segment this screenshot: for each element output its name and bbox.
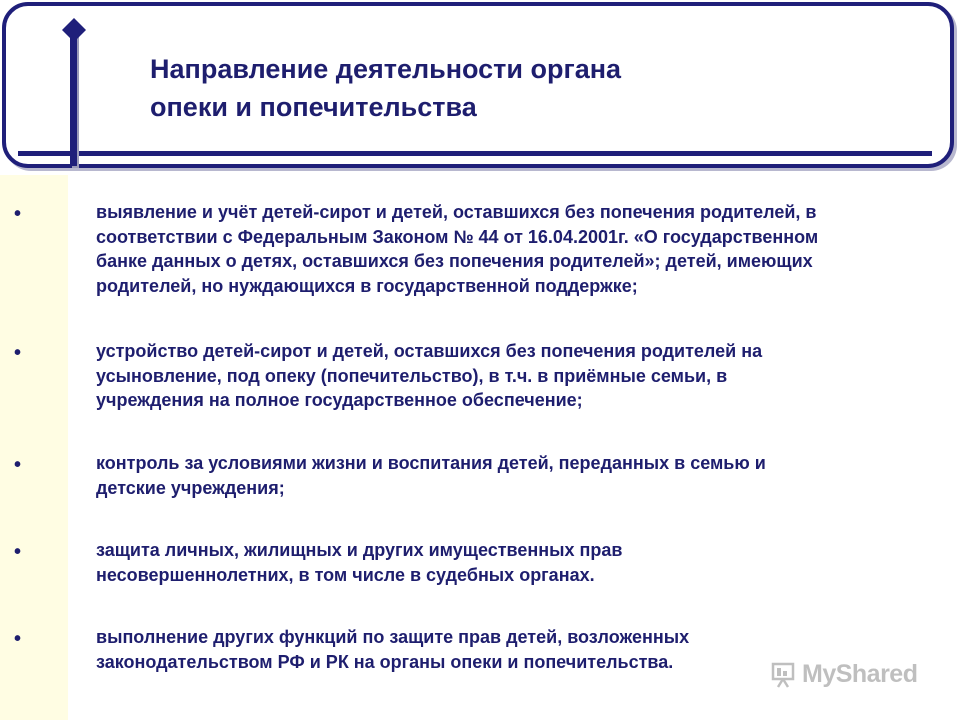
bullet-marker: • [14, 541, 22, 563]
diamond-pole-icon [62, 18, 88, 168]
list-item-text: выявление и учёт детей-сирот и детей, оставшихся без попечения родителей, в соответствии с Федеральным Законом № 44 от 16.04.2001г. «О государственном банке данных о детях, оставшихся без попечения родителей»; детей, имеющих родителей, но нуждающихся в государственной поддержке; [96, 202, 819, 296]
list-item-text: устройство детей-сирот и детей, оставшихся без попечения родителей на усыновление, под опеку (попечительство), в т.ч. в приёмные семьи, в учреждения на полное государственное обеспечение; [96, 341, 763, 410]
bullet-marker: • [14, 454, 22, 476]
slide-title-line-2: опеки и попечительства [150, 92, 477, 122]
list-item-text: контроль за условиями жизни и воспитания детей, переданных в семью и детские учреждения; [96, 453, 766, 498]
bullet-marker: • [14, 628, 22, 650]
myshared-watermark [770, 654, 930, 694]
slide-title-line-1: Направление деятельности органа [150, 54, 622, 84]
presentation-board-icon [770, 660, 798, 688]
list-item-text: выполнение других функций по защите прав детей, возложенных законодательством РФ и РК на органы опеки и попечительства. [96, 627, 690, 672]
left-decorative-strip [0, 175, 68, 720]
header-underline [18, 151, 932, 156]
list-item-text: защита личных, жилищных и других имущественных прав несовершеннолетних, в том числе в судебных органах. [96, 540, 623, 585]
watermark-text: MyShared [802, 659, 918, 688]
bullet-marker: • [14, 342, 22, 364]
slide-title [150, 50, 621, 126]
bullet-marker: • [14, 203, 22, 225]
